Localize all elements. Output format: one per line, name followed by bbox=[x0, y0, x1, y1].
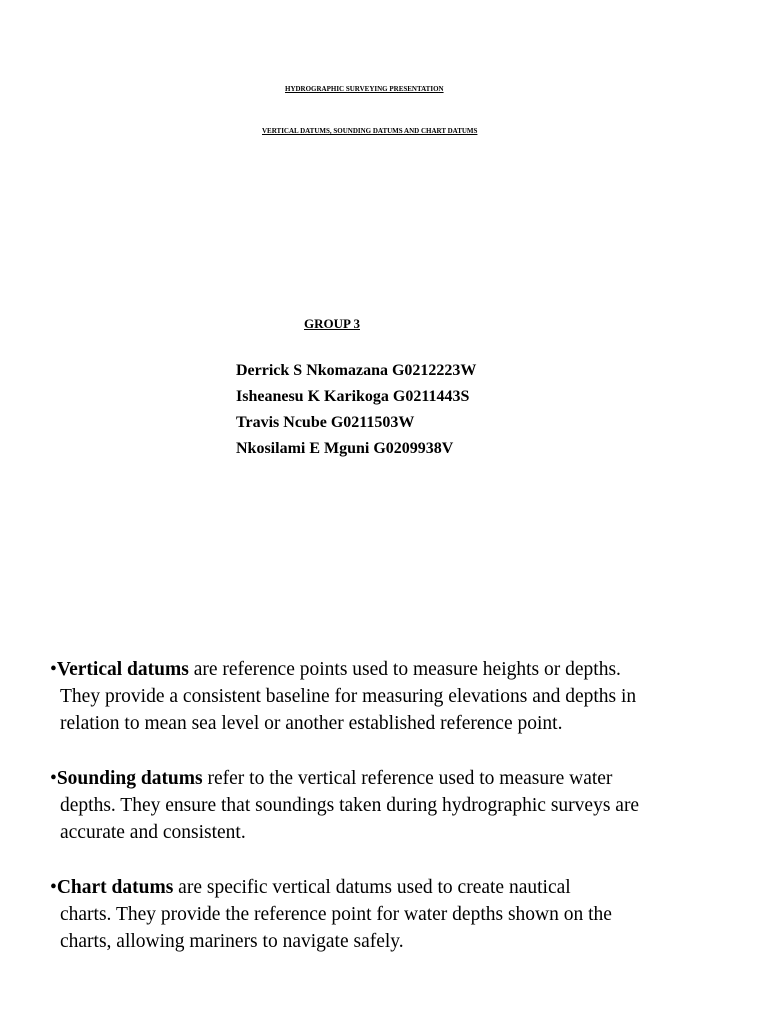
bullet-first-line bbox=[50, 874, 740, 901]
member-item: Travis Ncube G0211503W bbox=[236, 414, 415, 431]
bullet-marker: • bbox=[50, 877, 57, 898]
bullet-continuation: They provide a consistent baseline for measuring elevations and depths in bbox=[60, 686, 637, 707]
bullet-continuation: accurate and consistent. bbox=[60, 822, 246, 843]
bullet-continuation: charts, allowing mariners to navigate safely. bbox=[60, 931, 404, 952]
bullet-first-line bbox=[50, 656, 740, 683]
bullet-text: are reference points used to measure heights or depths. bbox=[188, 659, 621, 680]
bullet-marker: • bbox=[50, 768, 57, 789]
bullet-term: Chart datums bbox=[56, 877, 174, 898]
bullet-chart-datums bbox=[50, 874, 740, 955]
bullet-marker: • bbox=[50, 659, 57, 680]
member-item: Nkosilami E Mguni G0209938V bbox=[236, 440, 454, 457]
bullet-continuation: charts. They provide the reference point for water depths shown on the bbox=[60, 904, 612, 925]
bullet-text: are specific vertical datums used to create nautical bbox=[173, 877, 571, 898]
bullet-term: Sounding datums bbox=[56, 768, 203, 789]
member-item: Derrick S Nkomazana G0212223W bbox=[236, 362, 477, 379]
bullet-first-line bbox=[50, 765, 740, 792]
bullet-term: Vertical datums bbox=[56, 659, 189, 680]
bullet-text: refer to the vertical reference used to measure water bbox=[202, 768, 613, 789]
document-subtitle: VERTICAL DATUMS, SOUNDING DATUMS AND CHART DATUMS bbox=[262, 127, 478, 135]
bullet-continuation: relation to mean sea level or another established reference point. bbox=[60, 713, 563, 734]
member-list bbox=[236, 358, 476, 462]
bullet-continuation: depths. They ensure that soundings taken during hydrographic surveys are bbox=[60, 795, 640, 816]
document-title: HYDROGRAPHIC SURVEYING PRESENTATION bbox=[285, 85, 444, 93]
member-item: Isheanesu K Karikoga G0211443S bbox=[236, 388, 470, 405]
bullet-vertical-datums bbox=[50, 656, 740, 737]
bullet-sounding-datums bbox=[50, 765, 740, 846]
group-label: GROUP 3 bbox=[304, 316, 360, 331]
